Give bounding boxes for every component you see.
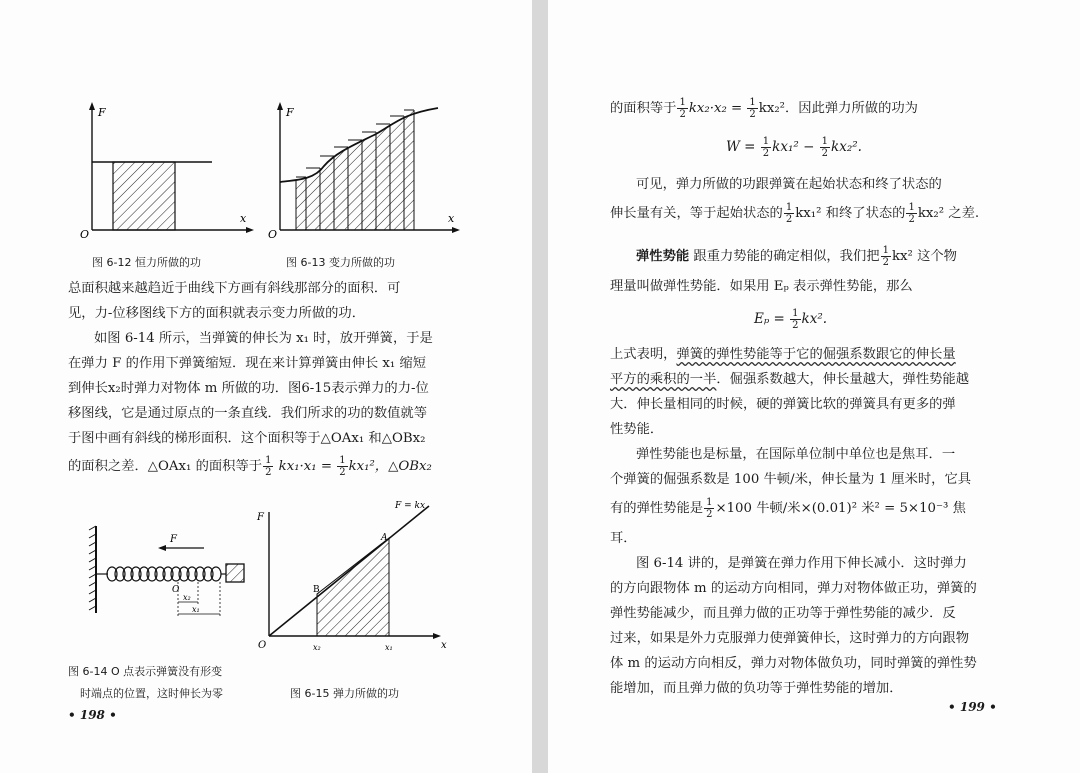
fig-6-14-x2: x₂	[183, 593, 191, 602]
fig-6-15-tick-x1: x₁	[385, 643, 393, 652]
text-line: 个弹簧的倔强系数是 100 牛顿/米，伸长量为 1 厘米时，它具	[610, 472, 972, 487]
fraction	[906, 202, 916, 225]
denominator: 2	[706, 509, 713, 520]
numerator: 1	[785, 202, 793, 213]
numerator: 1	[792, 308, 799, 319]
text-segment: kx₁² 和终了状态的	[795, 206, 906, 221]
page-number-left: • 198 •	[68, 708, 117, 722]
eq-lhs: W =	[726, 139, 760, 155]
text-line: 体 m 的运动方向相反，弹力对物体做负功，同时弹簧的弹性势	[610, 656, 977, 671]
text-line: 弹性势能减少，而且弹力做的正功等于弹性势能的减少．反	[610, 606, 956, 621]
fig-6-15-origin: O	[258, 640, 267, 651]
text-line-with-fraction	[610, 240, 957, 274]
fig-6-14-caption-line2: 时端点的位置，这时伸长为零	[80, 687, 223, 700]
text-segment: kx₂² 之差.	[917, 206, 980, 221]
numerator: 1	[821, 136, 829, 147]
denominator: 2	[339, 467, 346, 478]
text-segment: 有的弹性势能是	[610, 501, 704, 516]
denominator: 2	[762, 148, 770, 159]
fig-6-12-axis-y: F	[98, 106, 106, 119]
left-body-text	[68, 276, 433, 483]
text-line: 过来，如果是外力克服弹力使弹簧伸长，这时弹力的方向跟物	[610, 631, 970, 646]
text-segment: kx² 这个物	[891, 249, 957, 264]
numerator: 1	[265, 455, 272, 466]
equation-work	[726, 136, 862, 159]
text-line: 到伸长x₂时弹力对物体 m 所做的功．图6-15表示弹力的力-位	[68, 381, 429, 396]
figure-6-14	[86, 518, 256, 638]
fig-6-15-point-b: B	[313, 585, 320, 595]
fraction	[784, 202, 794, 225]
text-line: 理量叫做弹性势能．如果用 Eₚ 表示弹性势能，那么	[610, 279, 913, 294]
denominator: 2	[882, 257, 889, 268]
text-segment: kx₁·x₁ =	[274, 459, 337, 474]
text-line: 大．伸长量相同的时候，硬的弹簧比软的弹簧具有更多的弹	[610, 397, 956, 412]
fraction	[881, 245, 891, 268]
fraction	[677, 97, 687, 120]
emphasized-text: 弹簧的弹性势能等于它的倔强系数跟它的伸长量	[676, 347, 956, 362]
numerator: 1	[339, 455, 346, 466]
denominator: 2	[821, 148, 829, 159]
right-paragraph-2	[610, 240, 957, 299]
text-line: 可见，弹力所做的功跟弹簧在起始状态和终了状态的	[636, 177, 942, 192]
fraction	[747, 97, 757, 120]
text-segment: kx₂·x₂ =	[688, 101, 747, 116]
page-number-right: • 199 •	[948, 700, 997, 714]
text-line-with-fraction	[610, 492, 977, 526]
numerator: 1	[882, 245, 889, 256]
eq-term: kx².	[801, 311, 828, 327]
text-line: 弹性势能也是标量，在国际单位制中单位也是焦耳．一	[636, 447, 956, 462]
emphasized-text: 平方的乘积的一半	[610, 372, 717, 387]
fraction	[263, 455, 273, 478]
text-line: 总面积越来越趋近于曲线下方画有斜线那部分的面积．可	[68, 281, 401, 296]
text-segment: 上式表明，	[610, 347, 677, 362]
text-line: 能增加，而且弹力做的负功等于弹性势能的增加．	[610, 681, 903, 696]
numerator: 1	[679, 97, 686, 108]
fig-6-13-axis-y: F	[286, 106, 294, 119]
fig-6-12-axis-x: x	[240, 212, 247, 225]
figure-6-15	[255, 498, 455, 658]
fig-6-15-caption: 图 6-15 弹力所做的功	[290, 687, 399, 700]
text-segment: 的面积之差．△OAx₁ 的面积等于	[68, 459, 263, 474]
numerator: 1	[762, 136, 770, 147]
eq-term: kx₂².	[831, 139, 862, 155]
denominator: 2	[792, 320, 799, 331]
fig-6-15-axis-x: x	[441, 640, 447, 651]
right-paragraph-3	[610, 342, 977, 701]
equation-elastic-energy	[754, 308, 827, 331]
fig-6-13-caption: 图 6-13 变力所做的功	[286, 256, 395, 269]
left-page	[0, 0, 532, 773]
fig-6-15-point-a: A	[381, 533, 388, 543]
fig-6-14-force-label: F	[170, 534, 177, 545]
fig-6-12-origin: O	[80, 228, 90, 241]
text-line: 移图线，它是通过原点的一条直线．我们所求的功的数值就等	[68, 406, 428, 421]
text-segment: 伸长量有关，等于起始状态的	[610, 206, 783, 221]
figure-6-13	[266, 100, 466, 245]
denominator: 2	[785, 214, 793, 225]
fig-6-13-axis-x: x	[448, 212, 455, 225]
fig-6-14-x1: x₁	[192, 605, 200, 614]
text-line: 在弹力 F 的作用下弹簧缩短．现在来计算弹簧由伸长 x₁ 缩短	[68, 356, 427, 371]
fraction	[704, 497, 714, 520]
section-heading: 弹性势能	[636, 249, 690, 264]
text-segment: 跟重力势能的确定相似，我们把	[689, 249, 880, 264]
fig-6-14-origin: O	[172, 585, 180, 595]
right-paragraph-1	[610, 172, 979, 231]
text-line: 见，力-位移图线下方的面积就表示变力所做的功．	[68, 306, 366, 321]
eq-lhs: Eₚ =	[754, 311, 790, 327]
text-segment: kx₂²．因此弹力所做的功为	[758, 101, 918, 116]
denominator: 2	[679, 109, 686, 120]
page-gutter	[532, 0, 548, 773]
fig-6-15-axis-y: F	[257, 512, 264, 523]
text-line	[610, 367, 977, 392]
denominator: 2	[749, 109, 756, 120]
eq-term: kx₁² −	[772, 139, 819, 155]
fig-6-14-caption-line1: 图 6-14 O 点表示弹簧没有形变	[68, 665, 223, 678]
fraction	[820, 136, 830, 159]
text-line	[610, 342, 977, 367]
text-line: 性势能．	[610, 422, 664, 437]
fig-6-13-origin: O	[268, 228, 278, 241]
text-line: 于图中画有斜线的梯形面积．这个面积等于△OAx₁ 和△OBx₂	[68, 431, 426, 446]
text-segment: 的面积等于	[610, 101, 677, 116]
text-segment: ×100 牛顿/米×(0.01)² 米² = 5×10⁻³ 焦	[715, 501, 966, 516]
denominator: 2	[265, 467, 272, 478]
text-line: 的方向跟物体 m 的运动方向相同，弹力对物体做正功，弹簧的	[610, 581, 977, 596]
text-line: 图 6-14 讲的，是弹簧在弹力作用下伸长减小．这时弹力	[636, 556, 967, 571]
text-line: 如图 6-14 所示，当弹簧的伸长为 x₁ 时，放开弹簧，于是	[94, 331, 433, 346]
text-line-with-fraction	[68, 451, 433, 483]
numerator: 1	[908, 202, 915, 213]
fraction	[761, 136, 771, 159]
fraction	[337, 455, 347, 478]
fraction	[790, 308, 800, 331]
text-segment: kx₁²，△OBx₂	[348, 459, 432, 474]
right-page	[548, 0, 1080, 773]
numerator: 1	[749, 97, 756, 108]
figure-6-12	[78, 100, 258, 245]
numerator: 1	[706, 497, 713, 508]
denominator: 2	[908, 214, 915, 225]
fig-6-15-line-label: F = kx	[395, 501, 426, 511]
right-line-1	[610, 94, 918, 124]
fig-6-12-caption: 图 6-12 恒力所做的功	[92, 256, 201, 269]
text-line-with-fraction	[610, 197, 979, 231]
text-line: 耳．	[610, 531, 637, 546]
text-segment: ．倔强系数越大，伸长量越大，弹性势能越	[716, 372, 970, 387]
fig-6-15-tick-x2: x₂	[313, 643, 321, 652]
